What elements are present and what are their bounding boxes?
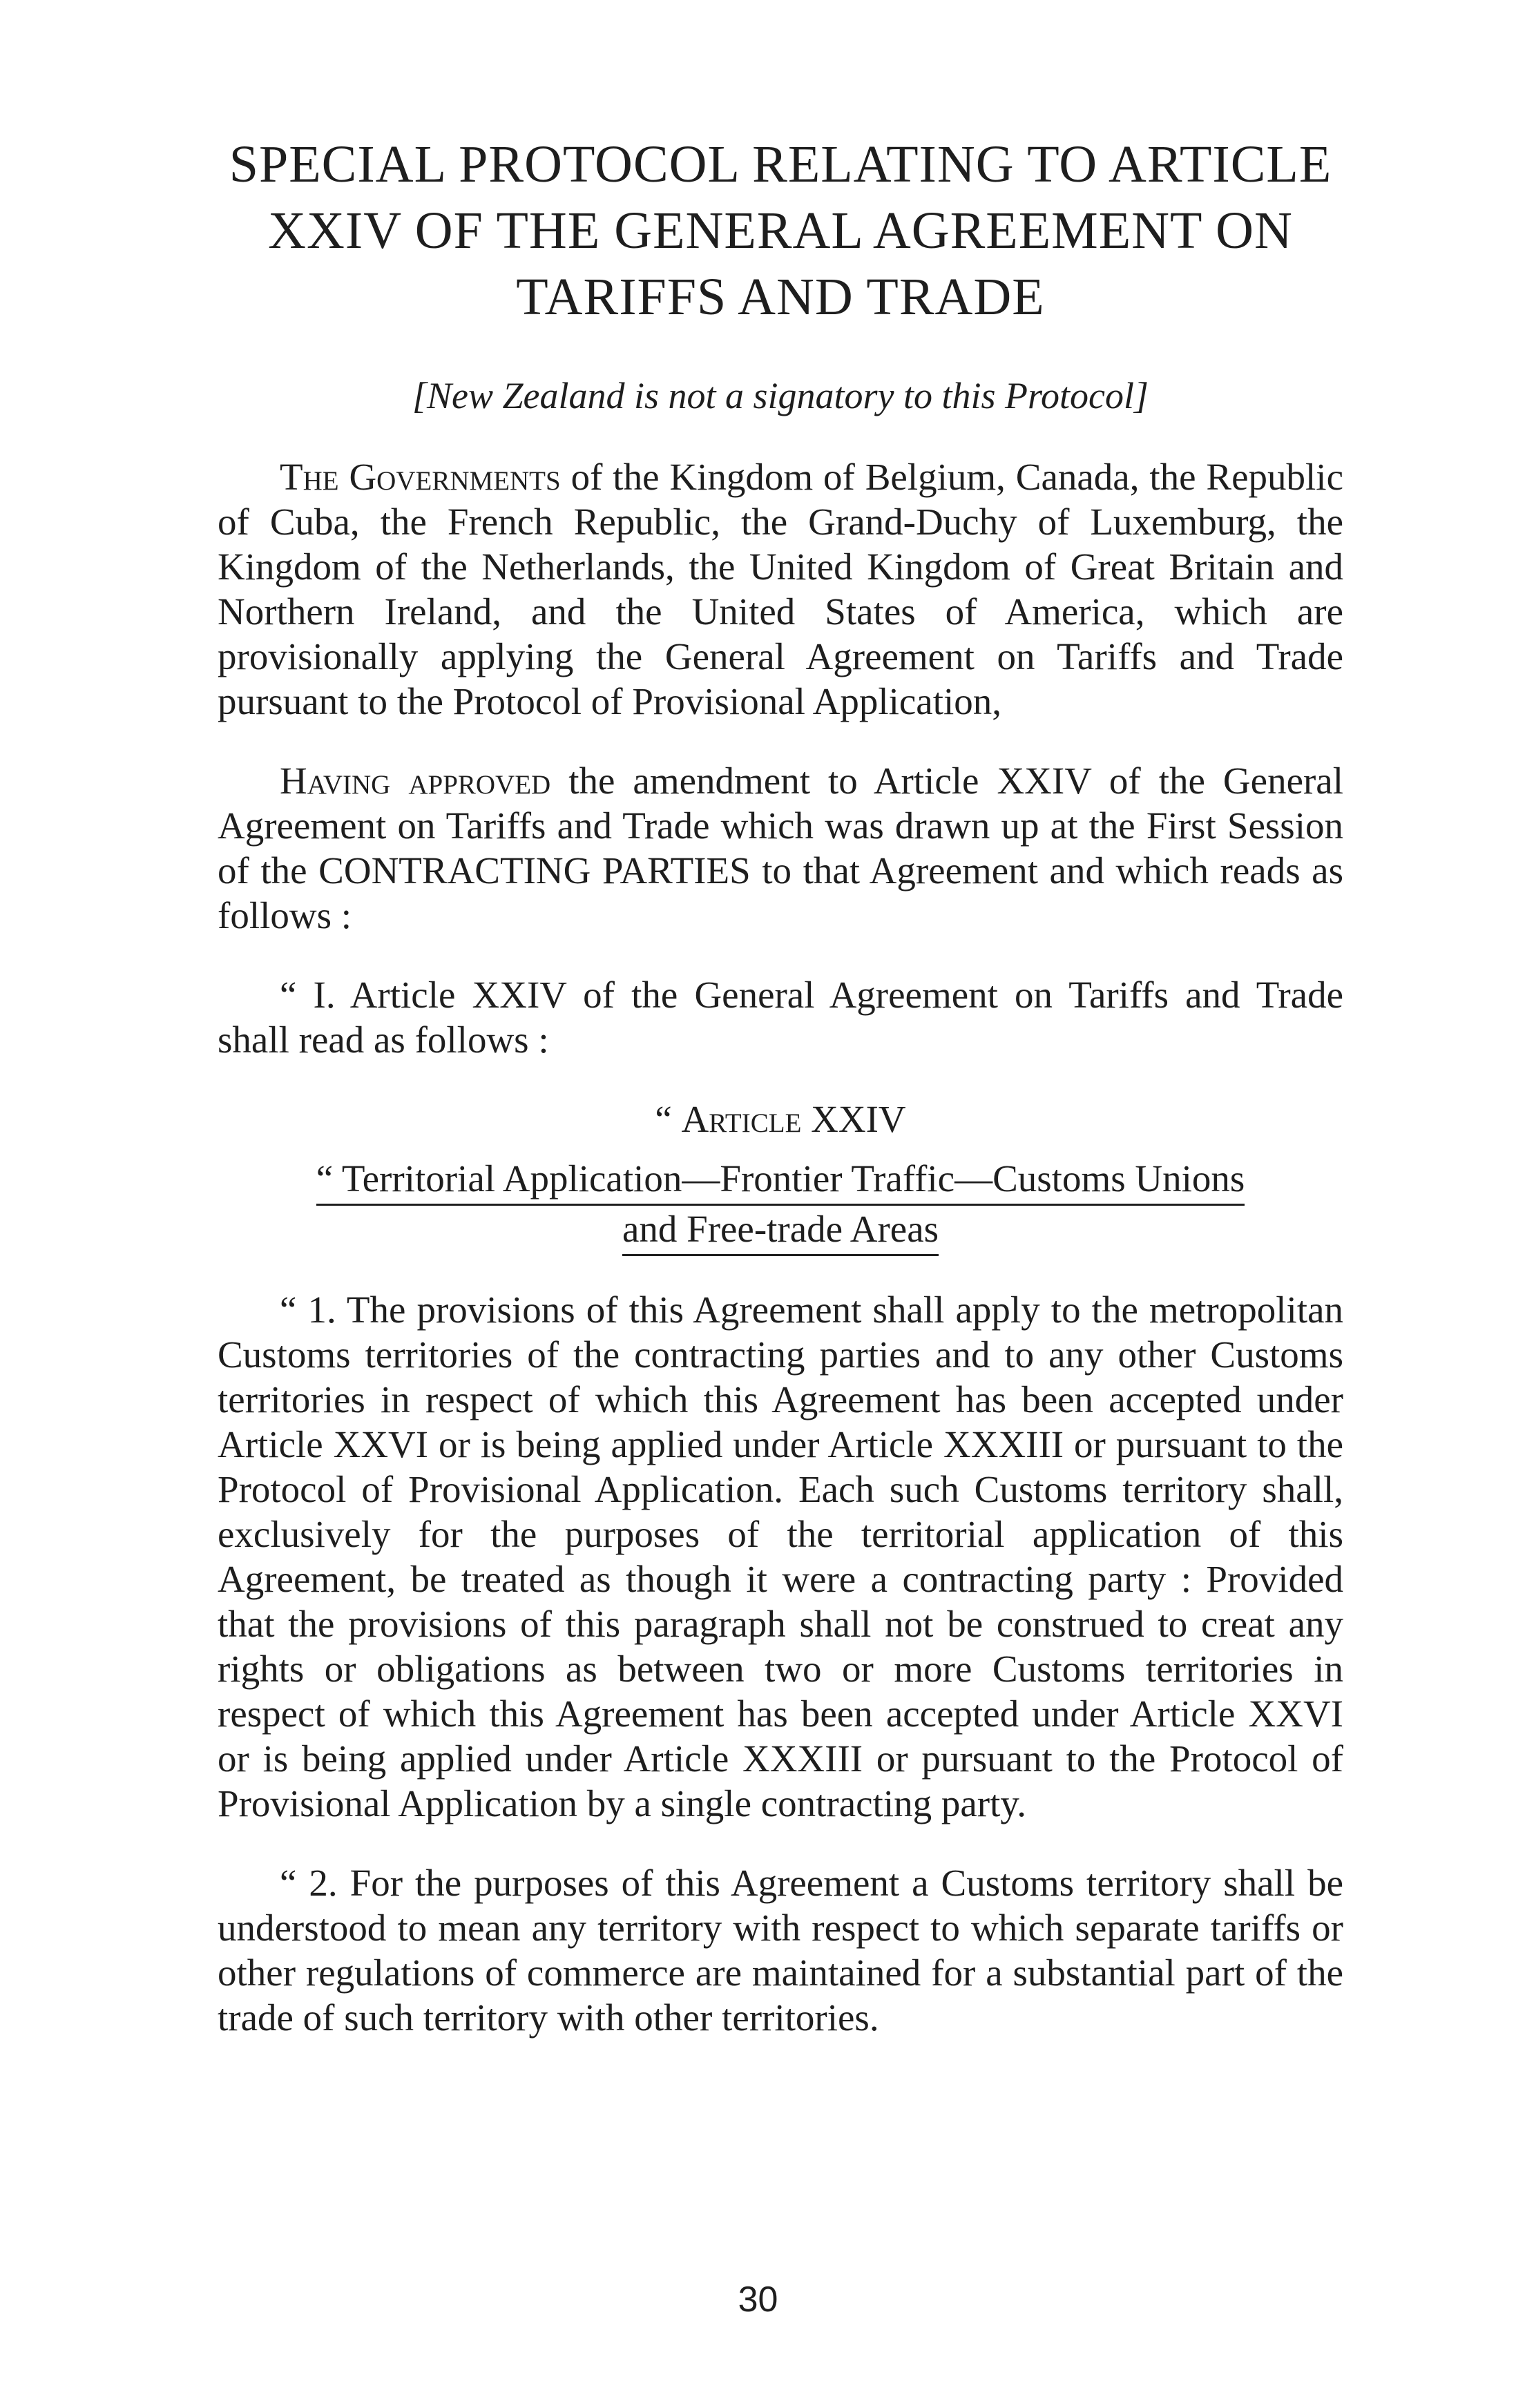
having-approved-text: the amendment to Article XXIV of the General Agreement on Tariffs and Trade which was drawn up at the First Session of the CONTRACTING PARTIES to that Agreement and which reads as follows : [218, 760, 1343, 936]
article-heading-text: Article XXIV [681, 1098, 906, 1140]
document-page [218, 131, 1343, 2074]
article-subtitle-line-1: “ Territorial Application—Frontier Traffic—Customs Unions [316, 1155, 1245, 1206]
clause-2-paragraph: “ 2. For the purposes of this Agreement a Customs territory shall be understood to mean any territory with respect to which separate tariffs or other regulations of commerce are maintained for a substantial part of the trade of such territory with other territories. [218, 1862, 1343, 2039]
article-subtitle [218, 1155, 1343, 1256]
document-title [218, 131, 1343, 330]
title-line-2: XXIV OF THE GENERAL AGREEMENT ON [268, 202, 1293, 260]
preamble-text: of the Kingdom of Belgium, Canada, the Republic of Cuba, the French Republic, the Grand-Duchy of Luxemburg, the Kingdom of the Netherlands, the United Kingdom of Great Britain and Northern Ireland, and the United States of America, which are provisionally applying the General Agreement on Tariffs and Trade pursuant to the Protocol of Provisional Application, [218, 456, 1343, 722]
having-approved-paragraph [218, 758, 1343, 938]
article-subtitle-line-2: and Free-trade Areas [622, 1206, 939, 1256]
article-heading [218, 1097, 1343, 1142]
preamble-lead: The Governments [280, 456, 561, 498]
article-heading-quote: “ [655, 1098, 682, 1140]
clause-1-paragraph: “ 1. The provisions of this Agreement shall apply to the metropolitan Customs territories of the contracting parties and to any other Customs territories in respect of which this Agreement has been accepted under Article XXVI or is being applied under Article XXXIII or pursuant to the Protocol of Provisional Application. Each such Customs territory shall, exclusively for the purposes of the territorial application of this Agreement, be treated as though it were a contracting party : Provided that the provisions of this paragraph shall not be construed to creat any rights or obligations as between two or more Customs territories in respect of which this Agreement has been accepted under Article XXVI or is being applied under Article XXXIII or pursuant to the Protocol of Provisional Application by a single contracting party. [218, 1289, 1343, 1824]
title-line-1: SPECIAL PROTOCOL RELATING TO ARTICLE [229, 135, 1332, 193]
page-number: 30 [738, 2280, 778, 2320]
title-line-3: TARIFFS AND TRADE [516, 268, 1045, 326]
having-approved-lead: Having approved [280, 760, 551, 802]
item-1-paragraph: “ I. Article XXIV of the General Agreement on Tariffs and Trade shall read as follows : [218, 974, 1343, 1061]
signatory-note: [New Zealand is not a signatory to this Protocol] [412, 375, 1149, 416]
preamble-paragraph [218, 454, 1343, 724]
